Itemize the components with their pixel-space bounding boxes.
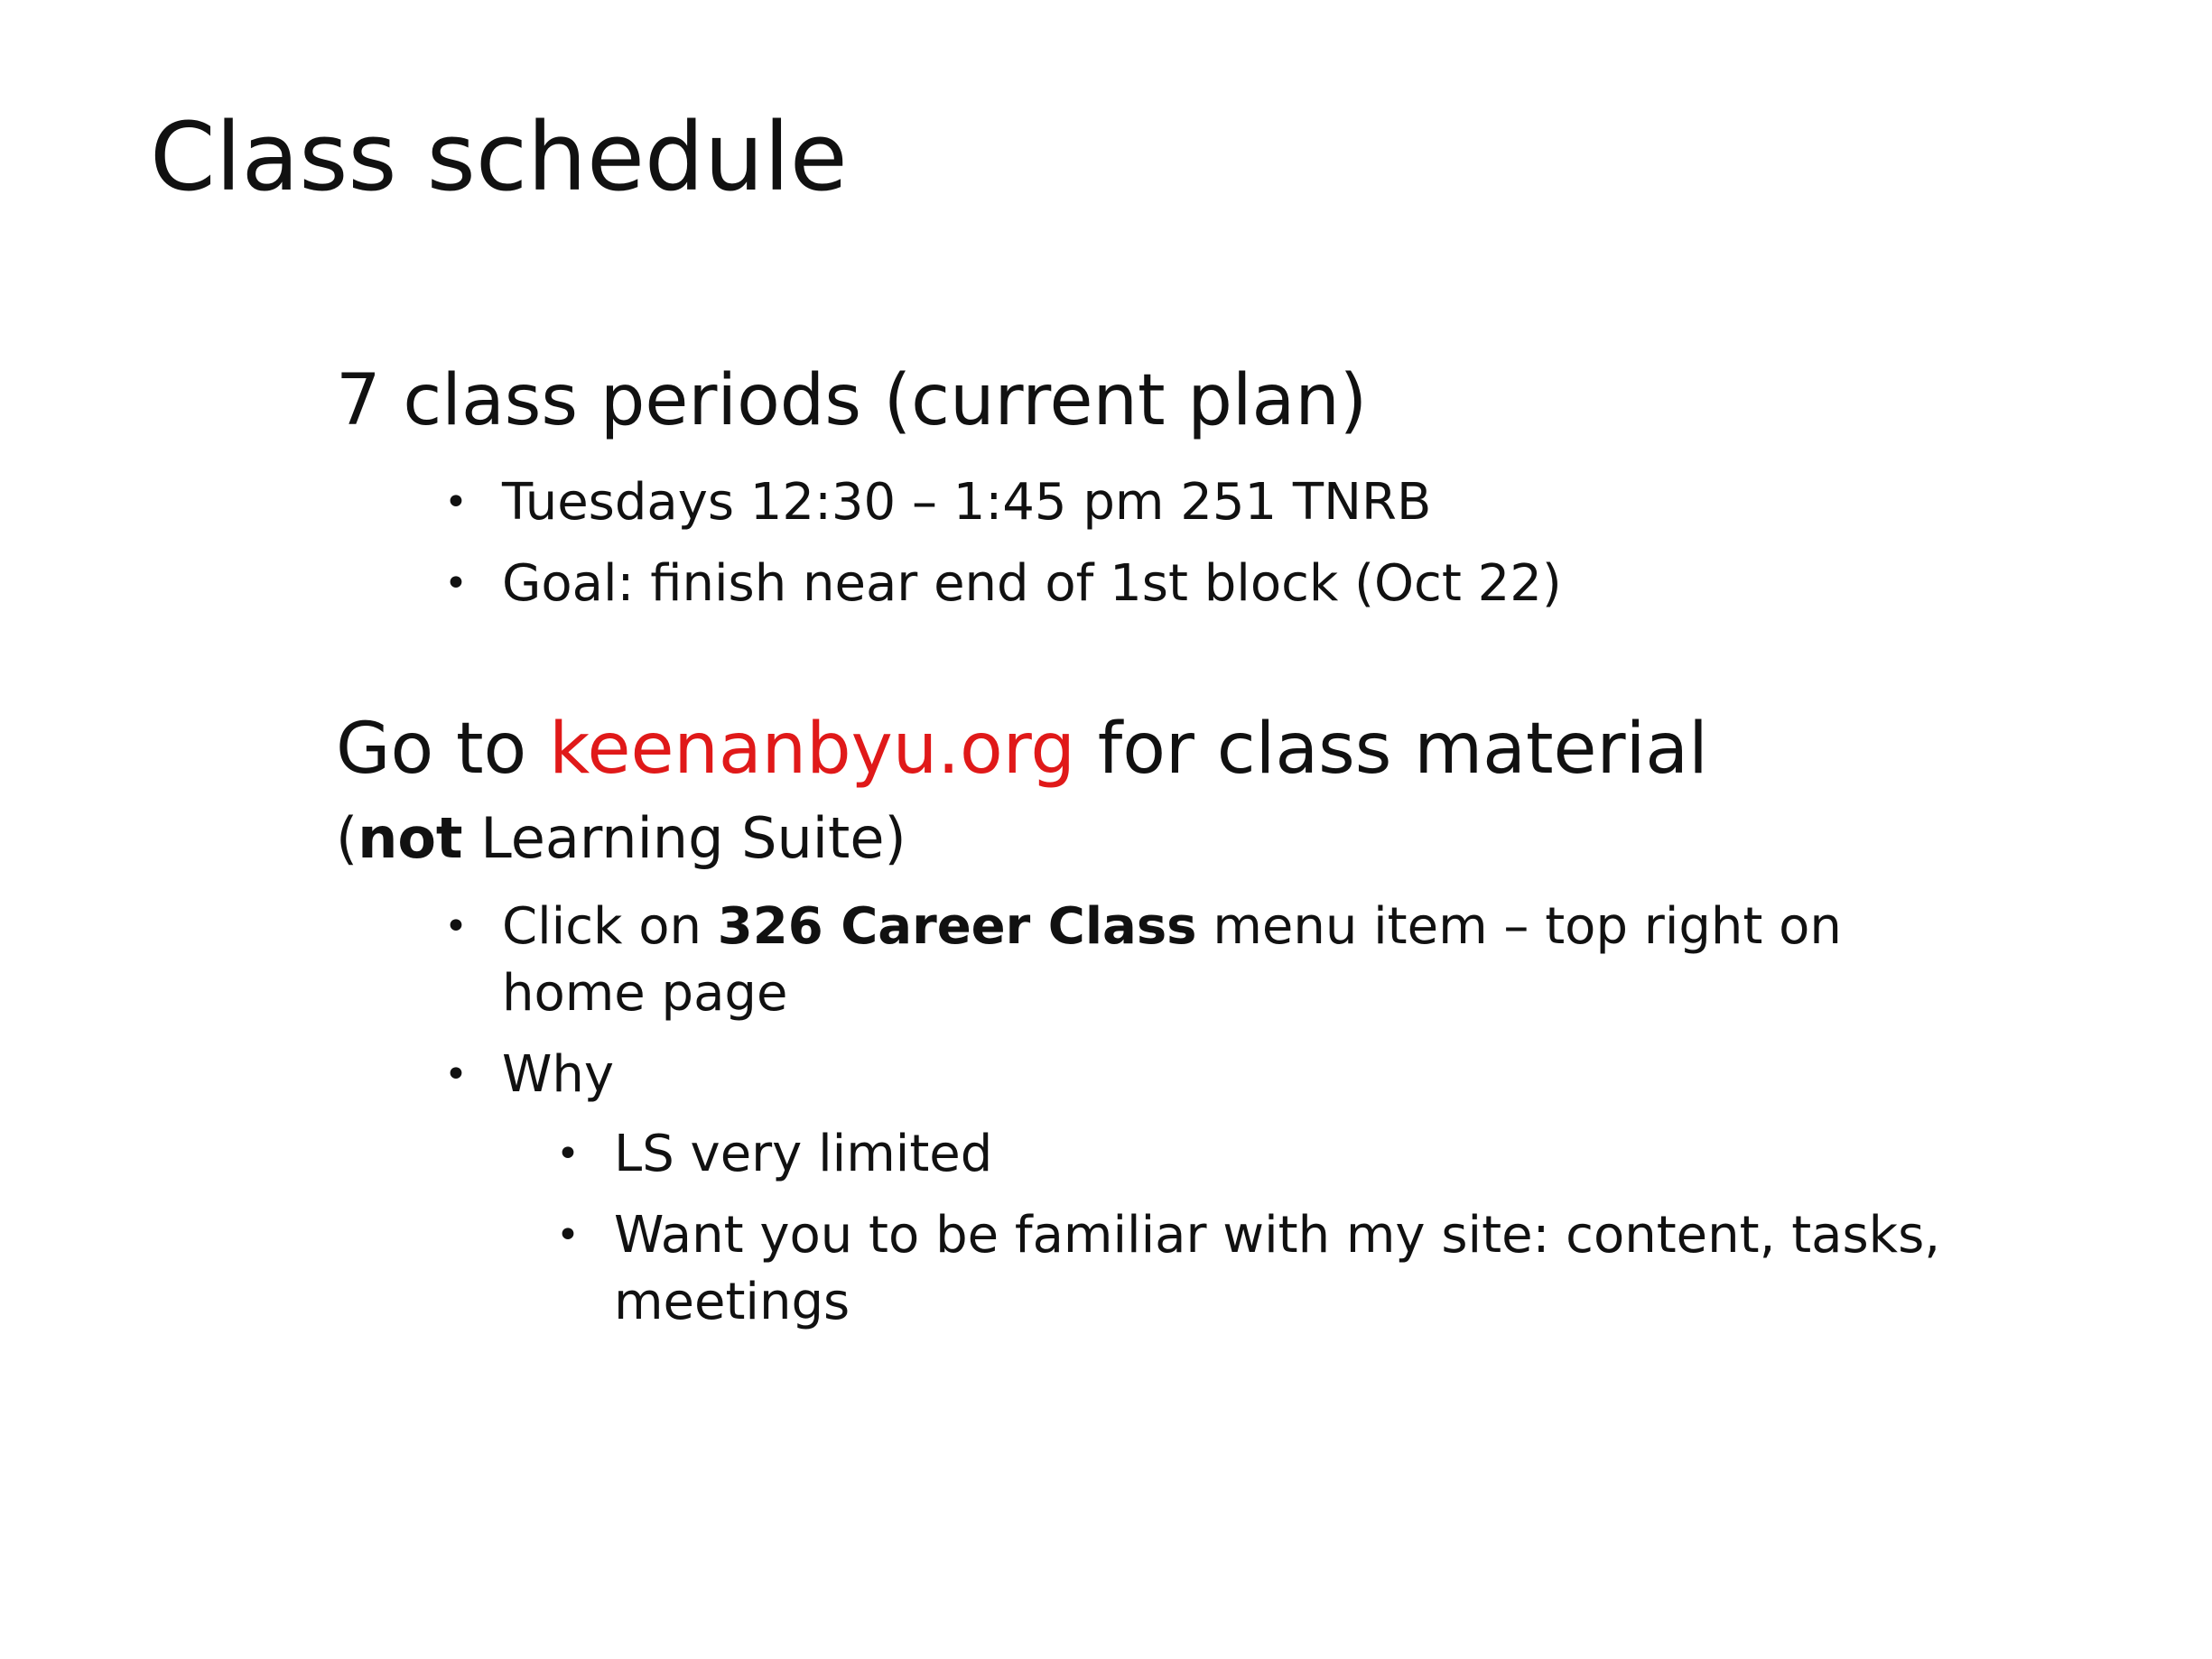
bullet-dot-icon: • (556, 1131, 580, 1177)
subnote-rest: Learning Suite) (462, 805, 906, 871)
bullet-dot-icon: • (444, 479, 468, 525)
bullet-dot-icon: • (444, 561, 468, 607)
section-heading-class-periods: 7 class periods (current plan) (336, 360, 1368, 441)
bullet-text: LS very limited (614, 1125, 993, 1183)
menu-item-name: 326 Career Class (717, 897, 1197, 956)
bullet-dot-icon: • (556, 1212, 580, 1258)
subnote-learning-suite (336, 805, 906, 872)
bullet-click-on (444, 894, 1943, 1027)
bullet-prefix: Click on (502, 897, 718, 956)
slide-title: Class schedule (150, 102, 848, 212)
sub-bullet-familiar-site (556, 1202, 1947, 1336)
bullet-suffix: menu item – top right on home page (502, 897, 1842, 1023)
bullet-text: Why (502, 1045, 615, 1104)
bullet-text: Tuesdays 12:30 – 1:45 pm 251 TNRB (502, 473, 1432, 532)
bullet-text (502, 894, 1943, 1027)
bullet-why (444, 1042, 1943, 1108)
bullet-dot-icon: • (444, 904, 468, 950)
section-heading-go-to-site (336, 708, 1708, 792)
subnote-bold: not (358, 805, 463, 871)
bullet-text: Goal: finish near end of 1st block (Oct 22) (502, 554, 1562, 613)
bullet-text: Want you to be familiar with my site: content, tasks, meetings (614, 1206, 1941, 1331)
heading-prefix: Go to (336, 709, 550, 790)
sub-bullet-ls-limited (556, 1121, 1947, 1188)
site-link[interactable]: keenanbyu.org (549, 709, 1075, 790)
bullet-dot-icon: • (444, 1052, 468, 1098)
subnote-open: ( (336, 805, 358, 871)
bullet-goal (444, 551, 1943, 617)
heading-suffix: for class material (1074, 709, 1708, 790)
bullet-tuesdays (444, 469, 1943, 536)
